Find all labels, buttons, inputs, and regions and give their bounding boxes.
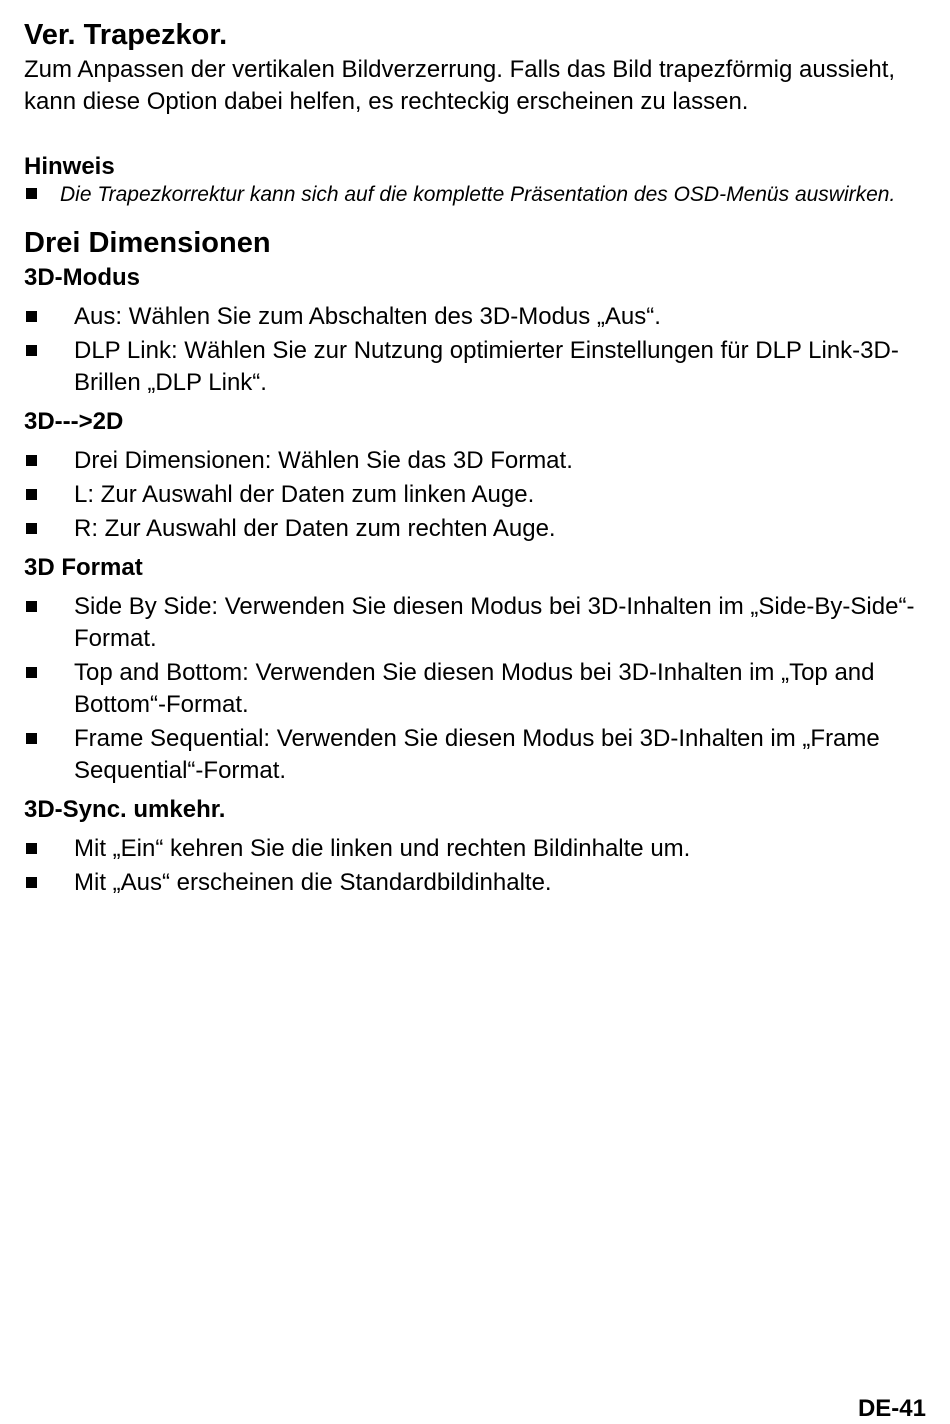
square-bullet-icon (26, 311, 37, 322)
list-item-text: R: Zur Auswahl der Daten zum rechten Auge. (74, 515, 556, 542)
three-d-sync-list (24, 833, 924, 899)
list-item-text: Drei Dimensionen: Wählen Sie das 3D Format. (74, 447, 573, 474)
square-bullet-icon (26, 733, 37, 744)
list-item (24, 445, 924, 477)
list-item (24, 723, 924, 787)
list-item-text: L: Zur Auswahl der Daten zum linken Auge. (74, 481, 535, 508)
three-d-format-list (24, 591, 924, 787)
document-page (24, 16, 924, 905)
list-item (24, 657, 924, 721)
list-item-text: Mit „Aus“ erscheinen die Standardbildinhalte. (74, 869, 552, 896)
list-item (24, 301, 924, 333)
list-item (24, 479, 924, 511)
list-item (24, 335, 924, 399)
three-d-format-heading: 3D Format (24, 554, 143, 581)
three-d-to-2d-list (24, 445, 924, 545)
three-d-mode-heading: 3D-Modus (24, 264, 140, 291)
square-bullet-icon (26, 601, 37, 612)
list-item-text: Aus: Wählen Sie zum Abschalten des 3D-Modus „Aus“. (74, 303, 661, 330)
list-item-text: Side By Side: Verwenden Sie diesen Modus bei 3D-Inhalten im „Side-By-Side“-Format. (74, 593, 915, 652)
note-item-text: Die Trapezkorrektur kann sich auf die komplette Präsentation des OSD-Menüs auswirken. (60, 183, 896, 206)
list-item-text: Frame Sequential: Verwenden Sie diesen Modus bei 3D-Inhalten im „Frame Sequential“-Format. (74, 725, 880, 784)
list-item-text: Mit „Ein“ kehren Sie die linken und rechten Bildinhalte um. (74, 835, 691, 862)
three-d-sync-heading: 3D-Sync. umkehr. (24, 796, 226, 823)
square-bullet-icon (26, 188, 37, 199)
list-item (24, 591, 924, 655)
note-item (24, 182, 924, 207)
three-d-mode-list (24, 301, 924, 399)
list-item (24, 513, 924, 545)
three-d-to-2d-heading: 3D--->2D (24, 408, 124, 435)
square-bullet-icon (26, 523, 37, 534)
list-item (24, 833, 924, 865)
keystone-heading: Ver. Trapezkor. (24, 19, 228, 51)
square-bullet-icon (26, 667, 37, 678)
keystone-description: Zum Anpassen der vertikalen Bildverzerrung. Falls das Bild trapezförmig aussieht, kann diese Option dabei helfen, es rechteckig erscheinen zu lassen. (24, 56, 896, 115)
square-bullet-icon (26, 877, 37, 888)
list-item-text: Top and Bottom: Verwenden Sie diesen Modus bei 3D-Inhalten im „Top and Bottom“-Format. (74, 659, 875, 718)
three-d-heading: Drei Dimensionen (24, 227, 271, 259)
list-item (24, 867, 924, 899)
list-item-text: DLP Link: Wählen Sie zur Nutzung optimierter Einstellungen für DLP Link-3D-Brillen „DLP Link“. (74, 337, 899, 396)
square-bullet-icon (26, 489, 37, 500)
square-bullet-icon (26, 455, 37, 466)
note-heading: Hinweis (24, 153, 115, 180)
page-number: DE-41 (857, 1395, 926, 1422)
square-bullet-icon (26, 345, 37, 356)
square-bullet-icon (26, 843, 37, 854)
